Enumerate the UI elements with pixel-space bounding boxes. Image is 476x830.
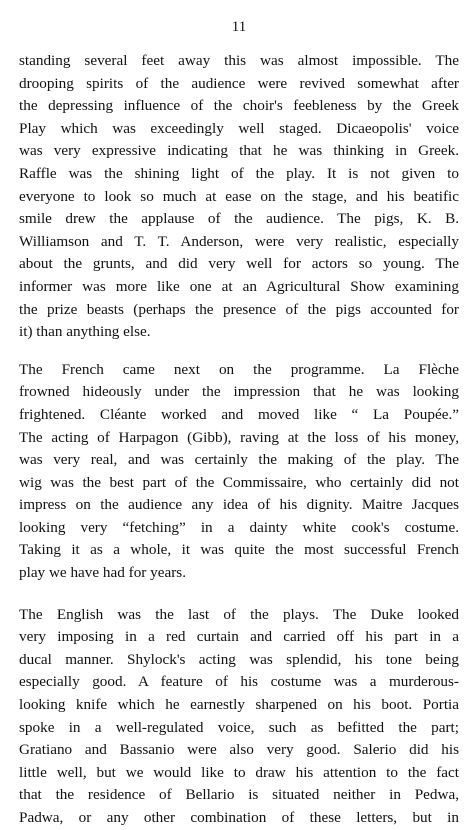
text-line: the prize beasts (perhaps the presence of the pigs accounted for bbox=[19, 300, 459, 318]
text-line: play we have had for years. bbox=[19, 564, 186, 582]
text-line: Raffle was the shining light of the play. It is not given to bbox=[19, 164, 459, 182]
text-line: the depressing influence of the choir's feebleness by the Greek bbox=[19, 97, 459, 115]
text-line: drooping spirits of the audience were revived somewhat after bbox=[19, 74, 459, 92]
text-line: impress on the audience any idea of his dignity. Maitre Jacques bbox=[19, 496, 459, 514]
text-line: frowned hideously under the impression that he was looking bbox=[19, 383, 459, 401]
text-line: was very real, and was certainly the making of the play. The bbox=[19, 451, 459, 469]
text-line: standing several feet away this was almost impossible. The bbox=[19, 52, 459, 69]
text-line: that the residence of Bellario is situated neither in Pedwa, bbox=[19, 786, 459, 804]
paragraph-greek-play bbox=[19, 50, 459, 344]
text-line: Gratiano and Bassanio were also very good. Salerio did his bbox=[19, 741, 459, 759]
text-line: wig was the best part of the Commissaire, who certainly did not bbox=[19, 473, 459, 491]
paragraph-english-play bbox=[19, 604, 459, 830]
text-line: The French came next on the programme. La Flèche bbox=[19, 360, 459, 378]
text-line: little well, but we would like to draw his attention to the fact bbox=[19, 763, 459, 781]
text-line: everyone to look so much at ease on the stage, and his beatific bbox=[19, 187, 459, 205]
text-line: informer was more like one at an Agricultural Show examining bbox=[19, 277, 459, 295]
page-number: 11 bbox=[231, 19, 247, 35]
text-line: it) than anything else. bbox=[19, 323, 151, 341]
text-line: frightened. Cléante worked and moved like “ La Poupée.” bbox=[19, 405, 459, 423]
text-line: smile drew the applause of the audience. The pigs, K. B. bbox=[19, 210, 459, 228]
paragraph-french-play bbox=[19, 359, 459, 585]
text-line: ducal manner. Shylock's acting was splendid, his tone being bbox=[19, 650, 459, 668]
text-line: The English was the last of the plays. The Duke looked bbox=[19, 605, 459, 623]
text-line: Williamson and T. T. Anderson, were very realistic, especially bbox=[19, 232, 459, 250]
text-line: very imposing in a red curtain and carried off his part in a bbox=[19, 628, 459, 646]
text-line: Padwa, or any other combination of these letters, but in bbox=[19, 809, 459, 826]
text-line: looking very “fetching” in a dainty white cook's costume. bbox=[19, 518, 459, 536]
text-line: especially good. A feature of his costume was a murderous- bbox=[19, 673, 459, 691]
text-line: was very expressive indicating that he was thinking in Greek. bbox=[19, 142, 459, 160]
text-line: Taking it as a whole, it was quite the most successful French bbox=[19, 541, 459, 559]
text-line: The acting of Harpagon (Gibb), raving at the loss of his money, bbox=[19, 428, 459, 446]
text-line: spoke in a well-regulated voice, such as befitted the part; bbox=[19, 718, 459, 736]
text-line: looking knife which he earnestly sharpened on his boot. Portia bbox=[19, 696, 459, 714]
text-line: Play which was exceedingly well staged. Dicaeopolis' voice bbox=[19, 119, 459, 137]
text-line: about the grunts, and did very well for actors so young. The bbox=[19, 255, 459, 273]
